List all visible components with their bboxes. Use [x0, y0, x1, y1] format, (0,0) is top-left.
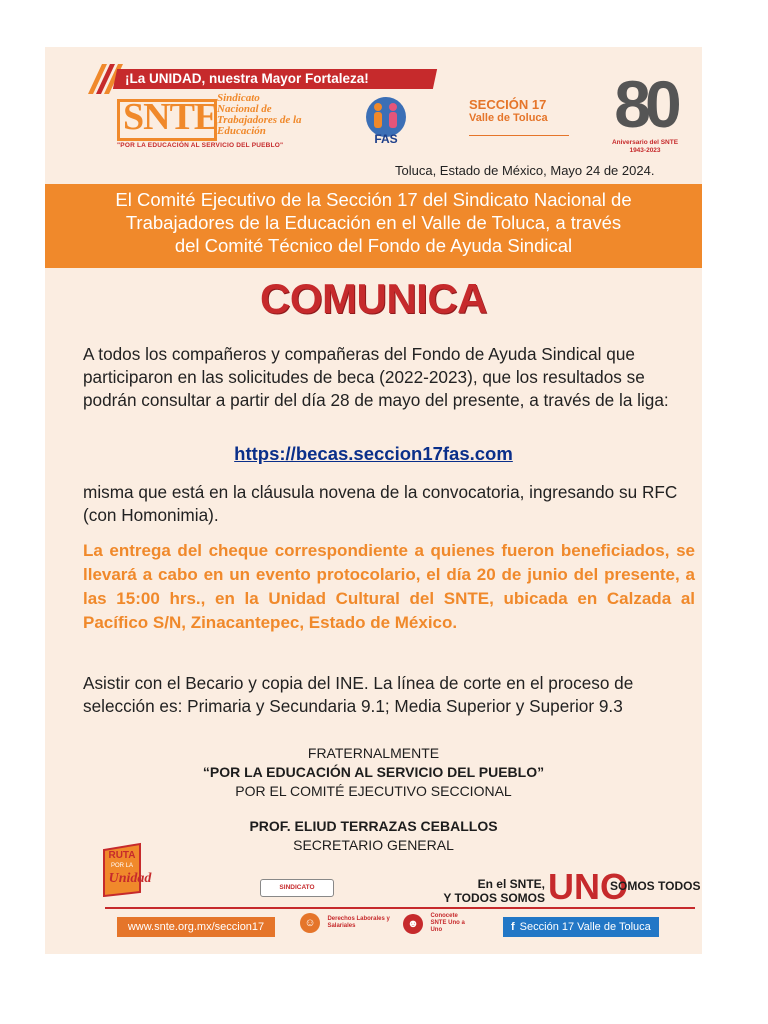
closing-motto: “POR LA EDUCACIÓN AL SERVICIO DEL PUEBLO” [202, 764, 545, 780]
website-link[interactable]: www.snte.org.mx/seccion17 [117, 917, 275, 937]
place-date: Toluca, Estado de México, Mayo 24 de 2024. [395, 163, 655, 178]
paragraph-requisitos: Asistir con el Becario y copia del INE. La línea de corte en el proceso de selección es: Primaria y Secundaria 9.1; Media Superior y Superior 9.3 [83, 673, 634, 716]
hands-icon: ☺ [300, 913, 320, 933]
facebook-icon: f [511, 921, 515, 933]
uno-logo: UNO [548, 866, 628, 907]
ruta-unidad-logo [100, 842, 180, 897]
svg-text:POR LA: POR LA [110, 863, 134, 869]
svg-text:RUTA: RUTA [108, 850, 136, 861]
issuer-banner: El Comité Ejecutivo de la Sección 17 del Sindicato Nacional de Trabajadores de la Educación en el Valle de Toluca, a través del Comité Técnico del Fondo de Ayuda Sindical [45, 184, 702, 268]
snte-logo: SNTE [123, 96, 219, 138]
closing-salutation: FRATERNALMENTE [307, 745, 440, 761]
snte-full-name: Sindicato Nacional de Trabajadores de la Educación [217, 92, 302, 137]
svg-text:Unidad: Unidad [108, 871, 152, 886]
paragraph-entrega: La entrega del cheque correspondiente a quienes fueron beneficiados, se llevará a cabo en un evento protocolario, el día 20 de junio del presente, a las 15:00 hrs., en la Unidad Cultural del SNTE, ubicada en Calzada al Pacífico S/N, Zinacantepec, Estado de México. [83, 541, 695, 632]
uno-slogan-left: En el SNTE, Y TODOS SOMOS [443, 877, 545, 905]
poster [45, 47, 702, 954]
aniversario-logo: 80 Aniversario del SNTE 1943-2023 [611, 67, 679, 154]
footer-divider [105, 907, 695, 909]
closing-committee: POR EL COMITÉ EJECUTIVO SECCIONAL [235, 783, 512, 799]
sindicato-badge: SINDICATO [260, 879, 334, 897]
becas-link[interactable]: https://becas.seccion17fas.com [234, 443, 513, 464]
fas-logo-icon [361, 95, 411, 145]
slogan-banner: ¡La UNIDAD, nuestra Mayor Fortaleza! [113, 69, 437, 89]
conocete-logo: ☻ Conocete SNTE Uno a Uno [403, 913, 474, 934]
svg-text:FAS: FAS [374, 132, 398, 145]
paragraph-convocatoria: misma que está en la cláusula novena de la convocatoria, ingresando su RFC (con Homonimia). [83, 482, 678, 525]
paragraph-results: A todos los compañeros y compañeras del Fondo de Ayuda Sindical que participaron en las solicitudes de beca (2022-2023), que los resultados se podrán consultar a partir del día 28 de mayo del presente, a través de la liga: [83, 344, 669, 410]
divider [469, 135, 569, 136]
people-icon: ☻ [403, 914, 423, 934]
page-title: COMUNICA [260, 275, 487, 322]
signer-name: PROF. ELIUD TERRAZAS CEBALLOS [249, 818, 498, 834]
facebook-link[interactable]: f Sección 17 Valle de Toluca [503, 917, 659, 937]
seccion-17-logo: SECCIÓN 17 Valle de Toluca [469, 97, 548, 124]
signer-role: SECRETARIO GENERAL [293, 837, 454, 853]
snte-motto: "POR LA EDUCACIÓN AL SERVICIO DEL PUEBLO" [117, 142, 284, 149]
derechos-logo: ☺ Derechos Laborales y Salariales [300, 913, 393, 933]
uno-slogan-right: SOMOS TODOS [610, 879, 701, 893]
